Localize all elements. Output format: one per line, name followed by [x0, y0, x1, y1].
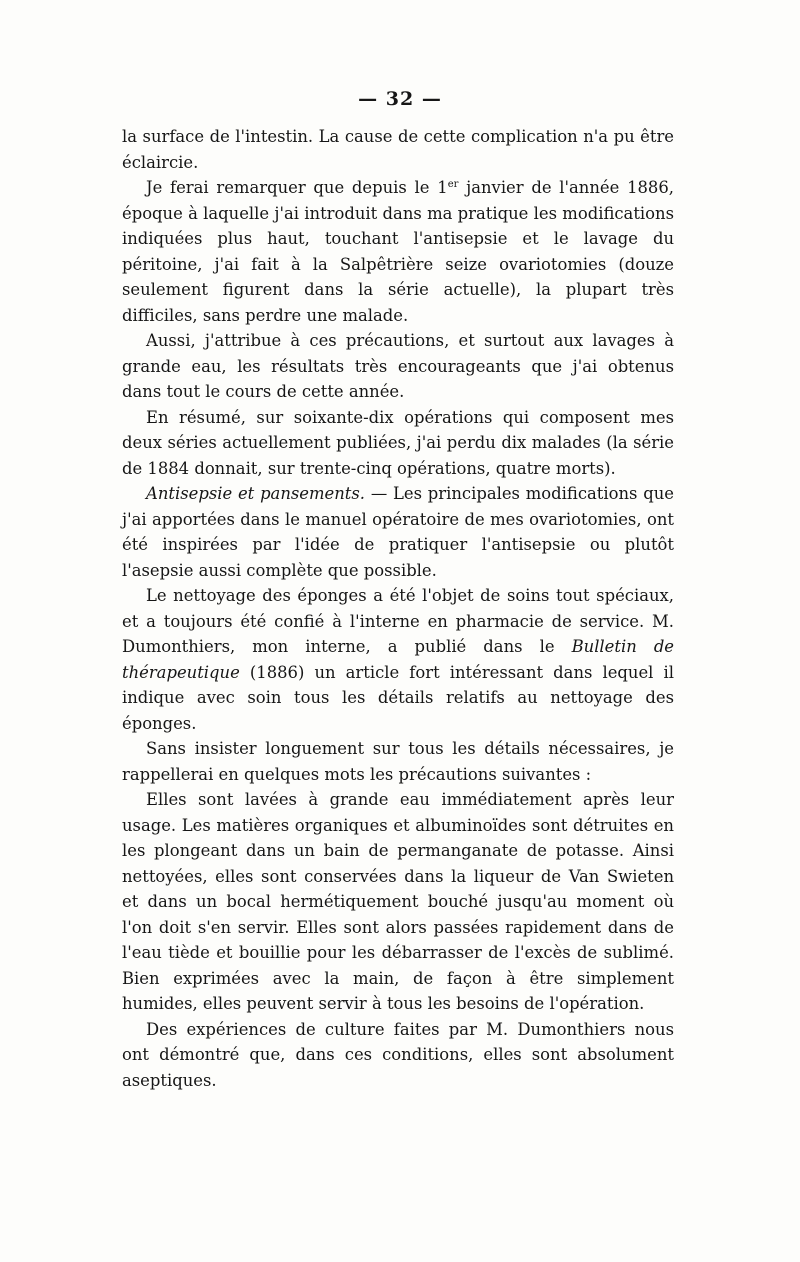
- ordinal-superscript: er: [447, 179, 459, 190]
- paragraph-6-part-1: Le nettoyage des éponges a été l'objet de soins tout spéciaux, et a toujours été confié à l'interne en pharmacie de service. M. Dumonthiers, mon interne, a publié dans le: [122, 586, 674, 656]
- page-number: — 32 —: [358, 88, 442, 110]
- paragraph-2-part-1: Je ferai remarquer que depuis le 1: [146, 178, 448, 197]
- paragraph-5: [122, 481, 674, 583]
- journal-title: Bulletin de thérapeutique: [122, 637, 675, 682]
- paragraph-5-text: — Les principales modifications que j'ai apportées dans le manuel opératoire de mes ovariotomies, ont été inspirées par l'idée de pratiquer l'antisepsie ou plutôt l'asepsie aussi complète que possible.: [122, 484, 675, 580]
- paragraph-2-part-2: janvier de l'année 1886, époque à laquelle j'ai introduit dans ma pratique les modifications indiquées plus haut, touchant l'antisepsie et le lavage du péritoine, j'ai fait à la Salpêtrière seize ovariotomies (douze seulement figurent dans la série actuelle), la plupart très difficiles, sans perdre une malade.: [122, 178, 674, 325]
- paragraph-2: [122, 175, 674, 328]
- body-text: [122, 124, 674, 1093]
- paragraph-6: [122, 583, 674, 736]
- paragraph-3: Aussi, j'attribue à ces précautions, et surtout aux lavages à grande eau, les résultats très encourageants que j'ai obtenus dans tout le cours de cette année.: [122, 331, 674, 401]
- paragraph-9: Des expériences de culture faites par M. Dumonthiers nous ont démontré que, dans ces conditions, elles sont absolument aseptiques.: [122, 1019, 674, 1090]
- paragraph-7: Sans insister longuement sur tous les détails nécessaires, je rappellerai en quelques mots les précautions suivantes :: [122, 739, 674, 784]
- paragraph-1: la surface de l'intestin. La cause de cette complication n'a pu être éclaircie.: [122, 127, 674, 172]
- paragraph-4: En résumé, sur soixante-dix opérations qui composent mes deux séries actuellement publiées, j'ai perdu dix malades (la série de 1884 donnait, sur trente-cinq opérations, quatre morts).: [122, 407, 674, 478]
- paragraph-6-part-2: (1886) un article fort intéressant dans lequel il indique avec soin tous les détails relatifs au nettoyage des éponges.: [122, 662, 674, 733]
- paragraph-8: Elles sont lavées à grande eau immédiatement après leur usage. Les matières organiques et albuminoïdes sont détruites en les plongeant dans un bain de permanganate de potasse. Ainsi nettoyées, elles sont conservées dans la liqueur de Van Swieten et dans un bocal hermétiquement bouché jusqu'au moment où l'on doit s'en servir. Elles sont alors passées rapidement dans de l'eau tiède et bouillie pour les débarrasser de l'excès de sublimé. Bien exprimées avec la main, de façon à être simplement humides, elles peuvent servir à tous les besoins de l'opération.: [122, 790, 674, 1013]
- section-heading-antisepsie: Antisepsie et pansements.: [146, 484, 366, 503]
